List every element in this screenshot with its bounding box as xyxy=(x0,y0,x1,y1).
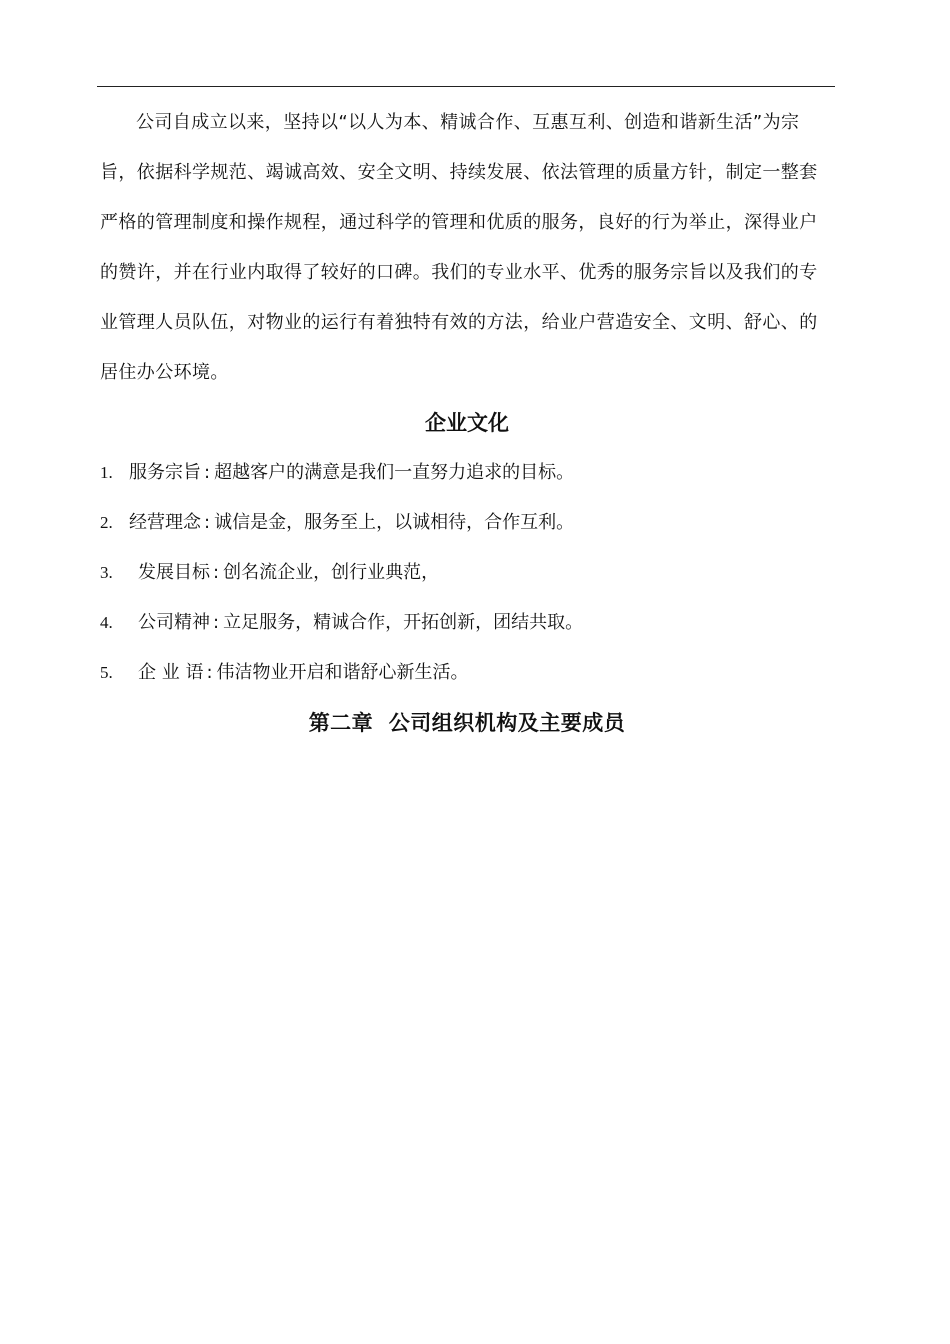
header-rule xyxy=(97,86,835,87)
colon-separator: : xyxy=(204,462,211,483)
culture-item-label: 经营理念 xyxy=(129,512,201,533)
culture-item-label: 服务宗旨 xyxy=(129,462,201,483)
colon-separator: : xyxy=(204,512,211,533)
culture-list xyxy=(100,448,834,698)
culture-item-text: 立足服务，精诚合作，开拓创新，团结共取。 xyxy=(223,612,584,633)
culture-item-text: 诚信是金，服务至上，以诚相待，合作互利。 xyxy=(214,512,575,533)
colon-separator: : xyxy=(213,562,220,583)
culture-item-text: 伟洁物业开启和谐舒心新生活。 xyxy=(216,662,469,683)
chapter-heading: 第二章 公司组织机构及主要成员 xyxy=(308,711,626,735)
culture-item-slogan xyxy=(100,648,834,698)
culture-item-label: 企 业 语 xyxy=(138,662,204,683)
culture-item-number: 2. xyxy=(100,513,113,532)
culture-item-label: 公司精神 xyxy=(138,612,210,633)
culture-item-service xyxy=(100,448,834,498)
colon-separator: : xyxy=(206,662,213,683)
intro-paragraph: 公司自成立以来，坚持以“以人为本、精诚合作、互惠互利、创造和谐新生活”为宗旨，依据科学规范、竭诚高效、安全文明、持续发展、依法管理的质量方针，制定一整套严格的管理制度和操作规程，通过科学的管理和优质的服务，良好的行为举止，深得业户的赞许，并在行业内取得了较好的口碑。我们的专业水平、优秀的服务宗旨以及我们的专业管理人员队伍，对物业的运行有着独特有效的方法，给业户营造安全、文明、舒心、的居住办公环境。 xyxy=(100,112,818,383)
culture-item-number: 1. xyxy=(100,463,113,482)
culture-heading: 企业文化 xyxy=(425,411,509,435)
culture-item-number: 3. xyxy=(100,563,113,582)
culture-item-text: 超越客户的满意是我们一直努力追求的目标。 xyxy=(214,462,575,483)
culture-item-goal xyxy=(100,548,834,598)
page-content xyxy=(100,98,834,748)
culture-item-philosophy xyxy=(100,498,834,548)
culture-item-number: 4. xyxy=(100,613,113,632)
culture-item-number: 5. xyxy=(100,663,113,682)
culture-item-text: 创名流企业，创行业典范， xyxy=(223,562,440,583)
culture-item-spirit xyxy=(100,598,834,648)
colon-separator: : xyxy=(213,612,220,633)
culture-item-label: 发展目标 xyxy=(138,562,210,583)
